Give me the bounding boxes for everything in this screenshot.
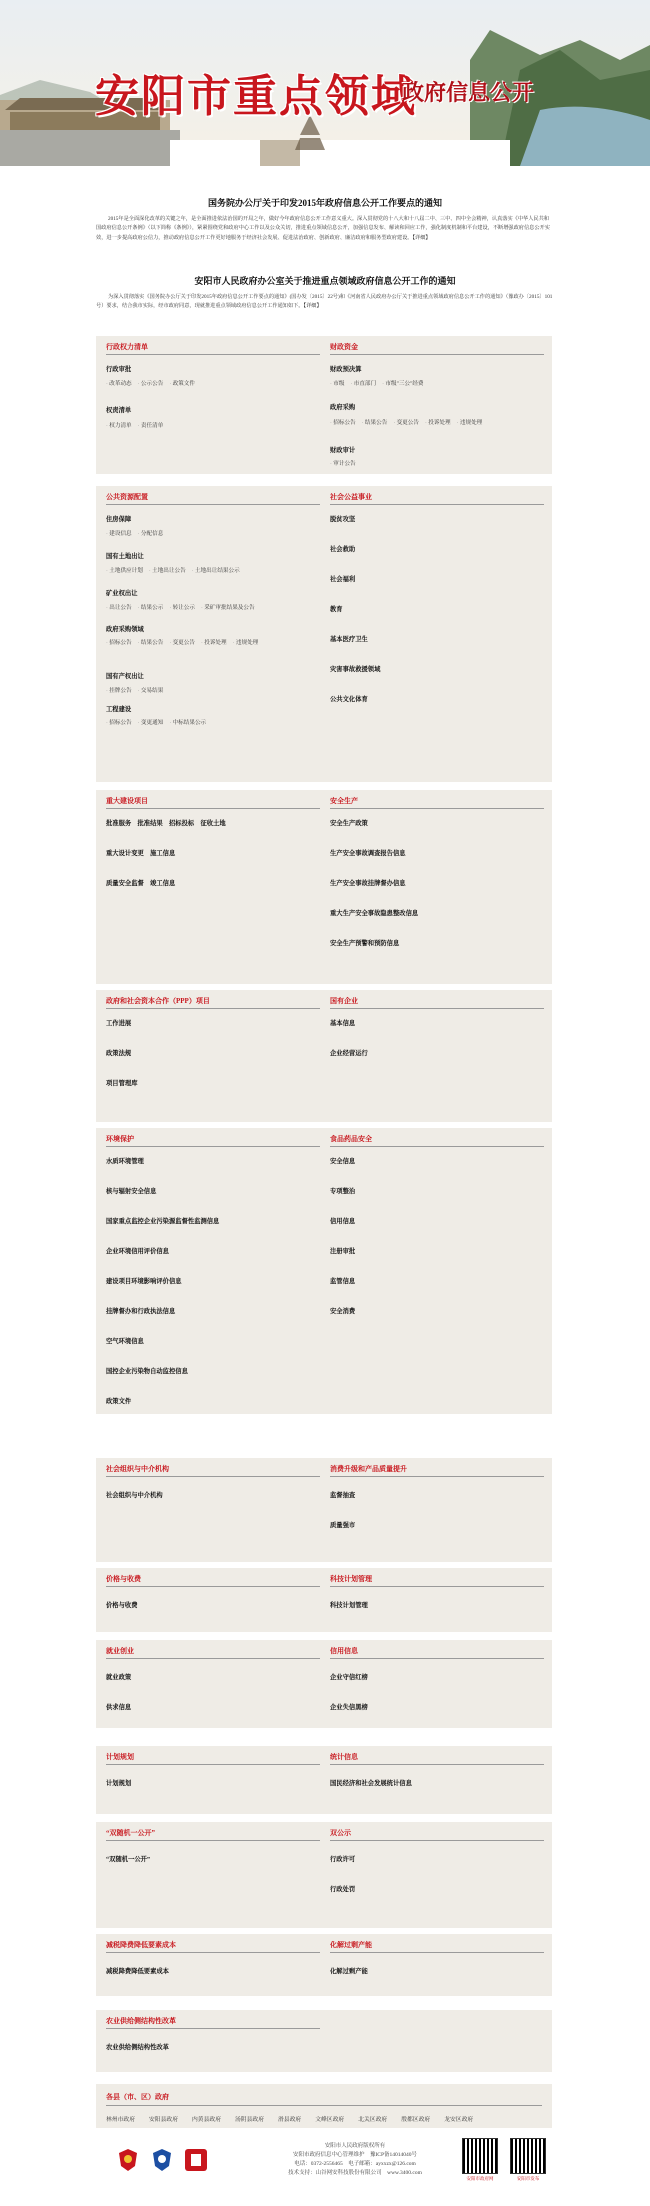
- sub-link[interactable]: · 市直部门: [350, 381, 376, 387]
- subcategory-link[interactable]: 质量安全监督 竣工信息: [106, 880, 176, 887]
- sub-link[interactable]: · 政策文件: [169, 381, 195, 387]
- divider: [330, 1008, 544, 1009]
- county-link[interactable]: 汤阴县政府: [235, 2117, 264, 2123]
- subcategory-link[interactable]: 国有土地出让: [106, 553, 144, 560]
- subcategory-link[interactable]: 政策法规: [106, 1050, 132, 1057]
- category-title[interactable]: 信用信息: [330, 1647, 358, 1655]
- category-title[interactable]: 食品药品安全: [330, 1135, 372, 1143]
- subcategory-link[interactable]: “双随机一公开”: [106, 1856, 151, 1863]
- banner-title: 安阳市重点领域: [95, 71, 417, 122]
- category-title[interactable]: 行政权力清单: [106, 343, 148, 351]
- subcategory-link[interactable]: 生产安全事故挂牌督办信息: [330, 880, 406, 887]
- subcategory-link[interactable]: 基本医疗卫生: [330, 636, 368, 643]
- footer-info: [255, 2142, 455, 2178]
- subcategory-link[interactable]: 水质环境管理: [106, 1158, 144, 1165]
- right-column: [330, 990, 544, 1122]
- subcategory-link[interactable]: 计划规划: [106, 1780, 132, 1787]
- subcategory-link[interactable]: 行政许可: [330, 1856, 356, 1863]
- sub-link[interactable]: · 改革动态: [106, 381, 132, 387]
- category-title[interactable]: 公共资源配置: [106, 493, 148, 501]
- category-title[interactable]: 价格与收费: [106, 1575, 141, 1583]
- sub-link[interactable]: · 责任清单: [138, 423, 164, 429]
- sub-link[interactable]: · 采矿审批结果及公告: [201, 605, 255, 611]
- category-title[interactable]: 双公示: [330, 1829, 351, 1837]
- subcategory-link[interactable]: 矿业权出让: [106, 590, 138, 597]
- category-title[interactable]: 社会组织与中介机构: [106, 1465, 169, 1473]
- subcategory-link[interactable]: 国民经济和社会发展统计信息: [330, 1780, 412, 1787]
- subcategory-link[interactable]: 行政处罚: [330, 1886, 356, 1893]
- sub-links: [106, 379, 320, 389]
- sub-links: [330, 379, 544, 389]
- divider: [330, 808, 544, 809]
- divider: [330, 1476, 544, 1477]
- divider: [106, 2028, 320, 2029]
- subcategory-link[interactable]: 项目管理库: [106, 1080, 138, 1087]
- left-column: [106, 990, 320, 1122]
- sub-link[interactable]: · 违规处理: [457, 420, 483, 426]
- right-column: [330, 336, 544, 474]
- sub-link[interactable]: · 结果公告: [362, 420, 388, 426]
- notice-2: [96, 274, 554, 312]
- sub-link[interactable]: · 土地供应计划: [106, 568, 143, 574]
- left-column: [106, 1822, 320, 1928]
- subcategory-link[interactable]: 空气环境信息: [106, 1338, 144, 1345]
- qr-code-icon: [462, 2138, 498, 2174]
- subcategory-link[interactable]: 化解过剩产能: [330, 1968, 368, 1975]
- section-block: [96, 790, 552, 984]
- sub-links: [106, 529, 320, 539]
- sub-link[interactable]: · 分配信息: [138, 531, 164, 537]
- divider: [106, 1658, 320, 1659]
- subcategory-link[interactable]: 注册审批: [330, 1248, 356, 1255]
- category-title[interactable]: 农业供给侧结构性改革: [106, 2017, 176, 2025]
- subcategory-link[interactable]: 权责清单: [106, 407, 132, 414]
- left-column: [106, 1934, 320, 1996]
- sub-link[interactable]: · 挂牌公告: [106, 688, 132, 694]
- section-block: [96, 2010, 552, 2072]
- subcategory-link[interactable]: 灾害事故救援领域: [330, 666, 381, 673]
- subcategory-link[interactable]: 安全生产政策: [330, 820, 368, 827]
- left-column: [106, 1128, 320, 1414]
- category-title[interactable]: 统计信息: [330, 1753, 358, 1761]
- header-banner: [0, 0, 650, 166]
- section-block: [96, 1458, 552, 1562]
- subcategory-link[interactable]: 安全信息: [330, 1158, 356, 1165]
- right-column: [330, 790, 544, 984]
- police-badge-icon[interactable]: [118, 2148, 138, 2172]
- subcategory-link[interactable]: 政府采购: [330, 404, 356, 411]
- county-list: [106, 2114, 487, 2123]
- subcategory-link[interactable]: 挂牌督办和行政执法信息: [106, 1308, 176, 1315]
- sub-link[interactable]: · 投诉处理: [201, 640, 227, 646]
- right-column: [330, 1568, 544, 1632]
- left-column: [106, 1640, 320, 1728]
- sub-links: [106, 603, 320, 613]
- subcategory-link[interactable]: 企业守信红榜: [330, 1674, 368, 1681]
- sub-link[interactable]: · 市级: [330, 381, 344, 387]
- left-column: [106, 2010, 320, 2072]
- subcategory-link[interactable]: 专项整治: [330, 1188, 356, 1195]
- notice-body: 2015年是全面深化改革的关键之年，是全面推进依法治国的开局之年，做好今年政府信息公开工作意义重大。深入贯彻党的十八大和十八届二中、三中、四中全会精神，认真落实《中华人民共和国政府信息公开条例》（以下简称《条例》），紧紧围绕党和政府中心工作以及公众关切，推进重点领域信息公开，加强信息发布、解读和回应工作，强化制度机制和平台建设，不断增强政府信息公开实效，进一步提高政府公信力，推动政府信息公开工作更好地服务于经济社会发展、促进法治政府、创新政府、廉洁政府和服务型政府建设。【详细】: [96, 216, 550, 241]
- sub-link[interactable]: · 招标公告: [106, 640, 132, 646]
- category-title[interactable]: 消费升级和产品质量提升: [330, 1465, 407, 1473]
- county-link[interactable]: 龙安区政府: [444, 2117, 474, 2123]
- divider: [106, 504, 320, 505]
- contact: 电话：0372-2556465 电子邮箱：ayxxzx@126.com: [294, 2161, 416, 2167]
- sub-link[interactable]: · 违规处理: [233, 640, 259, 646]
- category-title[interactable]: 财政资金: [330, 343, 358, 351]
- left-column: [106, 1458, 320, 1562]
- subcategory-link[interactable]: 核与辐射安全信息: [106, 1188, 157, 1195]
- category-title[interactable]: 就业创业: [106, 1647, 134, 1655]
- county-link[interactable]: 内黄县政府: [192, 2117, 221, 2123]
- subcategory-link[interactable]: 工程建设: [106, 706, 132, 713]
- divider: [106, 1586, 320, 1587]
- divider: [106, 354, 320, 355]
- subcategory-link[interactable]: 生产安全事故调查报告信息: [330, 850, 406, 857]
- section-block: [96, 1640, 552, 1728]
- section-block: [96, 1568, 552, 1632]
- qr-caption: 安阳市政府网: [466, 2176, 494, 2181]
- divider: [106, 2105, 542, 2106]
- section-block: [96, 1934, 552, 1996]
- category-title[interactable]: 重大建设项目: [106, 797, 148, 805]
- divider: [106, 808, 320, 809]
- sub-link[interactable]: · 结果公示: [138, 605, 164, 611]
- subcategory-link[interactable]: 国有产权出让: [106, 673, 144, 680]
- sub-link[interactable]: · 市级"三公"经费: [382, 381, 423, 387]
- county-link[interactable]: 林州市政府: [106, 2117, 135, 2123]
- county-link[interactable]: 北关区政府: [358, 2117, 388, 2123]
- subcategory-link[interactable]: 重大设计变更 施工信息: [106, 850, 176, 857]
- divider: [330, 1952, 544, 1953]
- network-police-icon[interactable]: [152, 2148, 172, 2172]
- sub-link[interactable]: · 结果公告: [138, 640, 164, 646]
- divider: [106, 1840, 320, 1841]
- sub-link[interactable]: · 公示公告: [138, 381, 164, 387]
- subcategory-link[interactable]: 监管信息: [330, 1278, 356, 1285]
- subcategory-link[interactable]: 科技计划管理: [330, 1602, 368, 1609]
- subcategory-link[interactable]: 批准服务 批准结果 招标投标 征收土地: [106, 820, 226, 827]
- subcategory-link[interactable]: 供求信息: [106, 1704, 132, 1711]
- right-column: [330, 1746, 544, 1814]
- left-column: [106, 1746, 320, 1814]
- divider: [330, 354, 544, 355]
- sub-link[interactable]: · 建设信息: [106, 531, 132, 537]
- notice-body: 为深入贯彻落实《国务院办公厅关于印发2015年政府信息公开工作要点的通知》(国办发〔2015〕22号)和《河南省人民政府办公厅关于推进重点领域政府信息公开工作的通知》（豫政办〔2015〕101号）要求，结合我市实际，经市政府同意，现就推进重点领域政府信息公开工作通知如下。【详细】: [96, 294, 553, 310]
- subcategory-link[interactable]: 社会福利: [330, 576, 356, 583]
- sub-link[interactable]: · 权力清单: [106, 423, 132, 429]
- divider: [330, 1840, 544, 1841]
- subcategory-link[interactable]: 工作进展: [106, 1020, 132, 1027]
- subcategory-link[interactable]: 企业环境信用评价信息: [106, 1248, 169, 1255]
- subcategory-link[interactable]: 安全消费: [330, 1308, 356, 1315]
- divider: [106, 1476, 320, 1477]
- section-block: [96, 336, 552, 474]
- sub-link[interactable]: · 变更公告: [169, 640, 195, 646]
- sub-links: [330, 418, 544, 428]
- right-column: [330, 1640, 544, 1728]
- category-title[interactable]: 政府和社会资本合作（PPP）项目: [106, 997, 210, 1005]
- subcategory-link[interactable]: 价格与收费: [106, 1602, 138, 1609]
- county-link[interactable]: 滑县政府: [278, 2117, 302, 2123]
- sub-link[interactable]: · 交易结果: [138, 688, 164, 694]
- notice-title[interactable]: 安阳市人民政府办公室关于推进重点领域政府信息公开工作的通知: [194, 276, 456, 286]
- sub-links: [106, 421, 320, 431]
- subcategory-link[interactable]: 农业供给侧结构性改革: [106, 2044, 169, 2051]
- section-block: [96, 486, 552, 782]
- category-title[interactable]: 安全生产: [330, 797, 358, 805]
- right-column: [330, 486, 544, 782]
- detail-link[interactable]: 【详细】: [303, 303, 322, 310]
- sub-link[interactable]: · 土地出让结果公示: [192, 568, 240, 574]
- sub-link[interactable]: · 招标公告: [106, 720, 132, 726]
- subcategory-link[interactable]: 住房保障: [106, 516, 132, 523]
- sub-link[interactable]: · 招标公告: [330, 420, 356, 426]
- county-link[interactable]: 殷都区政府: [401, 2117, 431, 2123]
- right-column: [330, 1128, 544, 1414]
- subcategory-link[interactable]: 财政审计: [330, 447, 356, 454]
- section-block: [96, 1128, 552, 1414]
- gov-site-badge-icon[interactable]: [184, 2148, 208, 2172]
- subcategory-link[interactable]: 基本信息: [330, 1020, 356, 1027]
- section-block: [96, 990, 552, 1122]
- sub-link[interactable]: · 变更通知: [138, 720, 164, 726]
- section-block: [96, 1822, 552, 1928]
- county-link[interactable]: 文峰区政府: [315, 2117, 345, 2123]
- subcategory-link[interactable]: 建设项目环境影响评价信息: [106, 1278, 182, 1285]
- divider: [106, 1008, 320, 1009]
- subcategory-link[interactable]: 信用信息: [330, 1218, 356, 1225]
- category-title[interactable]: 科技计划管理: [330, 1575, 372, 1583]
- subcategory-link[interactable]: 企业经营运行: [330, 1050, 368, 1057]
- sub-link[interactable]: · 审计公告: [330, 461, 356, 467]
- subcategory-link[interactable]: 教育: [330, 606, 343, 613]
- subcategory-link[interactable]: 国控企业污染物自动监控信息: [106, 1368, 188, 1375]
- category-title[interactable]: 社会公益事业: [330, 493, 372, 501]
- category-title[interactable]: “双随机一公开”: [106, 1829, 155, 1837]
- category-title[interactable]: 化解过剩产能: [330, 1941, 372, 1949]
- divider: [330, 1586, 544, 1587]
- sub-links: [106, 686, 320, 696]
- category-title[interactable]: 计划规划: [106, 1753, 134, 1761]
- subcategory-link[interactable]: 企业失信黑榜: [330, 1704, 368, 1711]
- county-title: 各县（市、区）政府: [106, 2093, 169, 2101]
- sub-link[interactable]: · 投诉处理: [425, 420, 451, 426]
- subcategory-link[interactable]: 行政审批: [106, 366, 132, 373]
- sub-link[interactable]: · 转让公示: [169, 605, 195, 611]
- left-column: [106, 790, 320, 984]
- left-column: [106, 1568, 320, 1632]
- tech-support: 技术支持：山谷网安科技股份有限公司 www.3400.com: [288, 2170, 422, 2176]
- subcategory-link[interactable]: 安全生产预警和预防信息: [330, 940, 400, 947]
- subcategory-link[interactable]: 社会组织与中介机构: [106, 1492, 163, 1499]
- subcategory-link[interactable]: 公共文化体育: [330, 696, 368, 703]
- notice-1: [96, 196, 554, 243]
- copyright: 安阳市人民政府版权所有: [324, 2143, 386, 2149]
- category-title[interactable]: 国有企业: [330, 997, 358, 1005]
- divider: [330, 1764, 544, 1765]
- right-column: [330, 1934, 544, 1996]
- subcategory-link[interactable]: 质量强市: [330, 1522, 356, 1529]
- county-link[interactable]: 安阳县政府: [149, 2117, 178, 2123]
- sub-links: [330, 459, 544, 469]
- subcategory-link[interactable]: 政策文件: [106, 1398, 132, 1405]
- right-column: [330, 1458, 544, 1562]
- footer: [0, 2128, 650, 2206]
- divider: [106, 1146, 320, 1147]
- sub-link[interactable]: · 出让公告: [106, 605, 132, 611]
- section-block: [96, 1746, 552, 1814]
- detail-link[interactable]: 【详细】: [412, 234, 431, 241]
- subcategory-link[interactable]: 脱贫攻坚: [330, 516, 356, 523]
- subcategory-link[interactable]: 监督抽查: [330, 1492, 356, 1499]
- sub-link[interactable]: · 变更公告: [393, 420, 419, 426]
- divider: [106, 1952, 320, 1953]
- subcategory-link[interactable]: 政府采购领域: [106, 626, 144, 633]
- qr-caption: 安阳市发布: [516, 2176, 540, 2181]
- maintainer: 安阳市政府信息中心管理维护 豫ICP备14014040号: [292, 2152, 418, 2158]
- subcategory-link[interactable]: 减税降费降低要素成本: [106, 1968, 169, 1975]
- sub-links: [106, 718, 320, 728]
- sub-links: [106, 638, 320, 648]
- sub-link[interactable]: · 中标结果公示: [169, 720, 206, 726]
- divider: [330, 1658, 544, 1659]
- qr-code-icon: [510, 2138, 546, 2174]
- subcategory-link[interactable]: 社会救助: [330, 546, 356, 553]
- county-governments: [96, 2084, 552, 2130]
- notice-title[interactable]: 国务院办公厅关于印发2015年政府信息公开工作要点的通知: [207, 198, 442, 208]
- subcategory-link[interactable]: 国家重点监控企业污染源监督性监测信息: [106, 1218, 220, 1225]
- banner-subtitle: 政府信息公开: [402, 81, 535, 106]
- left-column: [106, 336, 320, 474]
- divider: [330, 504, 544, 505]
- subcategory-link[interactable]: 财政预决算: [330, 366, 362, 373]
- sub-link[interactable]: · 土地出让公告: [149, 568, 186, 574]
- right-column: [330, 1822, 544, 1928]
- left-column: [106, 486, 320, 782]
- subcategory-link[interactable]: 重大生产安全事故隐患整改信息: [330, 910, 419, 917]
- divider: [106, 1764, 320, 1765]
- subcategory-link[interactable]: 就业政策: [106, 1674, 132, 1681]
- category-title[interactable]: 环境保护: [106, 1135, 134, 1143]
- sub-links: [106, 566, 320, 576]
- divider: [330, 1146, 544, 1147]
- category-title[interactable]: 减税降费降低要素成本: [106, 1941, 176, 1949]
